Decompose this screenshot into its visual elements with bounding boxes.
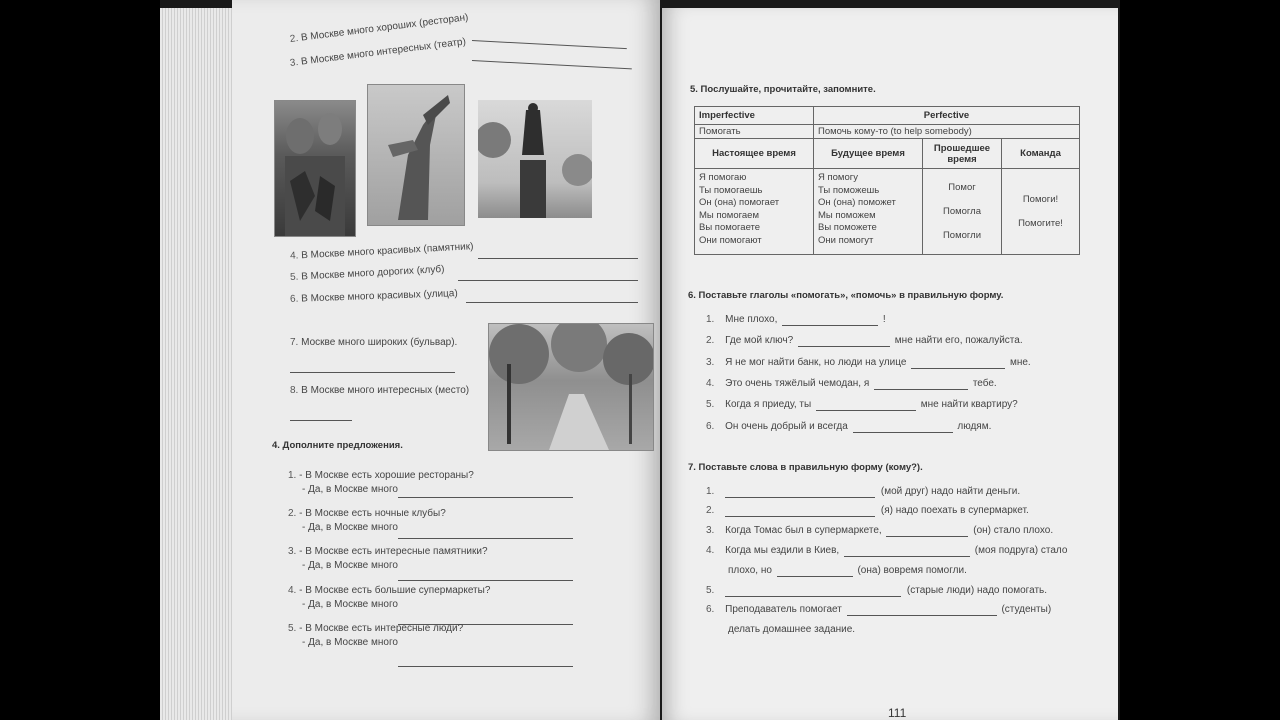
item-text: Москве много широких (бульвар).	[301, 337, 458, 348]
past-forms	[923, 169, 1002, 255]
answer-line[interactable]	[290, 372, 455, 373]
item-number: 6.	[706, 421, 715, 432]
item-answer-start: - Да, в Москве много	[302, 637, 398, 648]
exercise6-title: 6. Поставьте глаголы «помогать», «помочь» в правильную форму.	[688, 290, 1004, 301]
answer-line[interactable]	[782, 314, 878, 326]
form: Он (она) помогает	[699, 197, 780, 208]
photo-boulevard	[488, 323, 654, 451]
header-command: Команда	[1002, 139, 1080, 169]
header-future: Будущее время	[814, 139, 923, 169]
item-number: 6.	[289, 293, 299, 305]
item-number: 5.	[706, 399, 715, 410]
form: Мы помогаем	[699, 209, 759, 221]
exercise7-title: 7. Поставьте слова в правильную форму (кому?).	[688, 462, 923, 473]
command-forms	[1002, 169, 1080, 255]
item-number: 4.	[706, 378, 715, 389]
item-number: 5.	[706, 585, 715, 596]
verb-perfective: Помочь кому-то (to help somebody)	[814, 125, 1080, 139]
item-number: 7.	[290, 337, 299, 348]
item-question: - В Москве есть ночные клубы?	[299, 508, 446, 519]
form: Помогите!	[1018, 217, 1063, 229]
item-text-after: (моя подруга) стало	[974, 545, 1068, 556]
exercise5-title: 5. Послушайте, прочитайте, запомните.	[690, 84, 876, 95]
form: Вы помогаете	[699, 222, 761, 233]
form: Я помогу	[818, 172, 858, 183]
answer-line[interactable]	[466, 302, 638, 303]
item-number: 5.	[288, 623, 297, 634]
item-text-after: тебе.	[972, 378, 997, 389]
form: Ты помогаешь	[699, 184, 763, 196]
item-number: 3.	[289, 57, 299, 69]
item-question: - В Москве есть хорошие рестораны?	[299, 470, 474, 481]
monument-illustration	[478, 100, 592, 218]
answer-line[interactable]	[398, 538, 573, 539]
answer-line[interactable]	[853, 421, 953, 433]
answer-line[interactable]	[816, 399, 916, 411]
item-number: 2.	[706, 335, 715, 346]
answer-line[interactable]	[472, 60, 632, 69]
page-number: 111	[888, 706, 907, 720]
answer-line[interactable]	[725, 585, 901, 597]
exercise7-item-1	[706, 486, 1020, 498]
exercise3-item-4	[290, 241, 474, 262]
form: Они помогают	[699, 234, 762, 246]
item-text: В Москве много красивых (улица)	[300, 288, 458, 305]
photo-pushkin-monument	[478, 100, 592, 218]
item-text-before: Когда я приеду, ты	[725, 399, 812, 410]
header-present: Настоящее время	[695, 139, 814, 169]
item-text-before: Это очень тяжёлый чемодан, я	[725, 378, 870, 389]
item-text-before: Где мой ключ?	[725, 335, 794, 346]
item-text-after: людям.	[957, 421, 992, 432]
exercise7-item-4	[706, 545, 1067, 557]
boulevard-illustration	[489, 324, 653, 450]
form: Помогла	[942, 205, 981, 217]
item-text-after: (студенты)	[1001, 604, 1052, 615]
answer-line[interactable]	[874, 378, 968, 390]
item-number: 3.	[706, 525, 715, 536]
answer-line[interactable]	[290, 420, 352, 421]
item-text: В Москве много интересных (театр)	[300, 36, 467, 68]
item-text-after: мне найти его, пожалуйста.	[894, 335, 1023, 346]
item-answer-start: - Да, в Москве много	[302, 599, 398, 610]
form: Он (она) поможет	[818, 197, 896, 208]
answer-line[interactable]	[725, 486, 875, 498]
present-forms	[695, 169, 814, 255]
answer-line[interactable]	[844, 545, 970, 557]
answer-line[interactable]	[398, 580, 573, 581]
item-text-after: (она) вовремя помогли.	[857, 565, 967, 576]
item-text: В Москве много дорогих (клуб)	[300, 263, 445, 283]
item-answer-start: - Да, в Москве много	[302, 522, 398, 533]
item-text-after: мне.	[1009, 357, 1031, 368]
item-text-before: Когда мы ездили в Киев,	[725, 545, 840, 556]
item-number: 3.	[706, 357, 715, 368]
exercise6-item-3	[706, 357, 1031, 369]
answer-line[interactable]	[777, 565, 853, 577]
item-text-after: (я) надо поехать в супермаркет.	[880, 505, 1029, 516]
item-text-after: !	[882, 314, 886, 325]
exercise3-item-6	[290, 288, 458, 305]
exercise6-item-1	[706, 314, 886, 326]
item-question: - В Москве есть интересные памятники?	[299, 546, 488, 557]
form: Помог	[948, 181, 976, 193]
item-number: 1.	[706, 314, 715, 325]
verb-imperfective: Помогать	[695, 125, 814, 139]
future-forms	[814, 169, 923, 255]
item-number: 4.	[706, 545, 715, 556]
item-text-after: (он) стало плохо.	[973, 525, 1054, 536]
item-text-before: Когда Томас был в супермаркете,	[725, 525, 882, 536]
exercise4-item-4	[288, 584, 490, 612]
answer-line[interactable]	[847, 604, 997, 616]
exercise7-item-2	[706, 505, 1029, 517]
answer-line[interactable]	[478, 258, 638, 259]
answer-line[interactable]	[725, 505, 875, 517]
header-imperfective: Imperfective	[695, 107, 814, 125]
photo-st-basils-cathedral	[274, 100, 356, 237]
exercise7-item-6-cont: делать домашнее задание.	[728, 624, 856, 635]
item-question: - В Москве есть большие супермаркеты?	[299, 585, 491, 596]
answer-line[interactable]	[398, 666, 573, 667]
exercise4-item-3	[288, 545, 488, 573]
item-text-before: Я не мог найти банк, но люди на улице	[725, 357, 907, 368]
form: Помогли	[942, 229, 982, 241]
exercise7-item-6	[706, 604, 1051, 616]
item-text-after: мне найти квартиру?	[920, 399, 1018, 410]
exercise4-item-2	[288, 507, 446, 535]
exercise3-item-5	[290, 264, 445, 283]
item-text-before: Мне плохо,	[725, 314, 778, 325]
item-number: 8.	[290, 385, 299, 396]
header-past: Прошедшее время	[923, 139, 1002, 169]
exercise7-item-3	[706, 525, 1053, 537]
item-number: 6.	[706, 604, 715, 615]
exercise3-item-8	[290, 385, 469, 396]
form: Вы поможете	[818, 222, 877, 233]
answer-line[interactable]	[472, 40, 627, 49]
item-text: В Москве много хороших (ресторан)	[300, 12, 469, 44]
answer-line[interactable]	[911, 357, 1005, 369]
photo-worker-and-kolkhoz-woman	[367, 84, 465, 226]
item-number: 4.	[288, 585, 297, 596]
form: Ты поможешь	[818, 184, 880, 196]
form: Они помогут	[818, 234, 874, 246]
item-text-after: (старые люди) надо помогать.	[906, 585, 1048, 596]
item-number: 4.	[289, 250, 299, 262]
cathedral-illustration	[275, 101, 355, 236]
item-number: 2.	[706, 505, 715, 516]
item-answer-start: - Да, в Москве много	[302, 560, 398, 571]
exercise6-item-5	[706, 399, 1018, 411]
answer-line[interactable]	[398, 497, 573, 498]
exercise6-item-4	[706, 378, 997, 390]
item-number: 1.	[706, 486, 715, 497]
item-number: 3.	[288, 546, 297, 557]
exercise7-item-5	[706, 585, 1047, 597]
header-perfective: Perfective	[814, 107, 1080, 125]
statue-illustration	[368, 85, 464, 225]
item-number: 1.	[288, 470, 297, 481]
item-number: 2.	[289, 33, 299, 45]
item-text-before: плохо, но	[728, 565, 772, 576]
form: Помоги!	[1022, 193, 1059, 205]
item-text-after: (мой друг) надо найти деньги.	[880, 486, 1021, 497]
exercise3-item-7	[290, 337, 457, 348]
exercise7-item-4-cont	[728, 565, 967, 577]
answer-line[interactable]	[886, 525, 968, 537]
answer-line[interactable]	[458, 280, 638, 281]
verb-table	[694, 106, 1080, 255]
item-text-before: Преподаватель помогает	[725, 604, 842, 615]
form: Мы поможем	[818, 209, 876, 221]
item-question: - В Москве есть интересные люди?	[299, 623, 464, 634]
item-answer-start: - Да, в Москве много	[302, 484, 398, 495]
left-page	[232, 0, 660, 720]
exercise4-item-5	[288, 622, 463, 650]
form: Я помогаю	[699, 172, 747, 183]
exercise6-item-2	[706, 335, 1023, 347]
exercise6-item-6	[706, 421, 991, 433]
item-text-before: Он очень добрый и всегда	[725, 421, 848, 432]
item-number: 2.	[288, 508, 297, 519]
item-text: В Москве много красивых (памятник)	[300, 241, 474, 262]
item-text: В Москве много интересных (место)	[301, 385, 470, 396]
right-page	[662, 8, 1118, 720]
item-number: 5.	[289, 271, 299, 284]
exercise4-title: 4. Дополните предложения.	[272, 440, 403, 451]
exercise4-item-1	[288, 469, 474, 497]
answer-line[interactable]	[798, 335, 890, 347]
